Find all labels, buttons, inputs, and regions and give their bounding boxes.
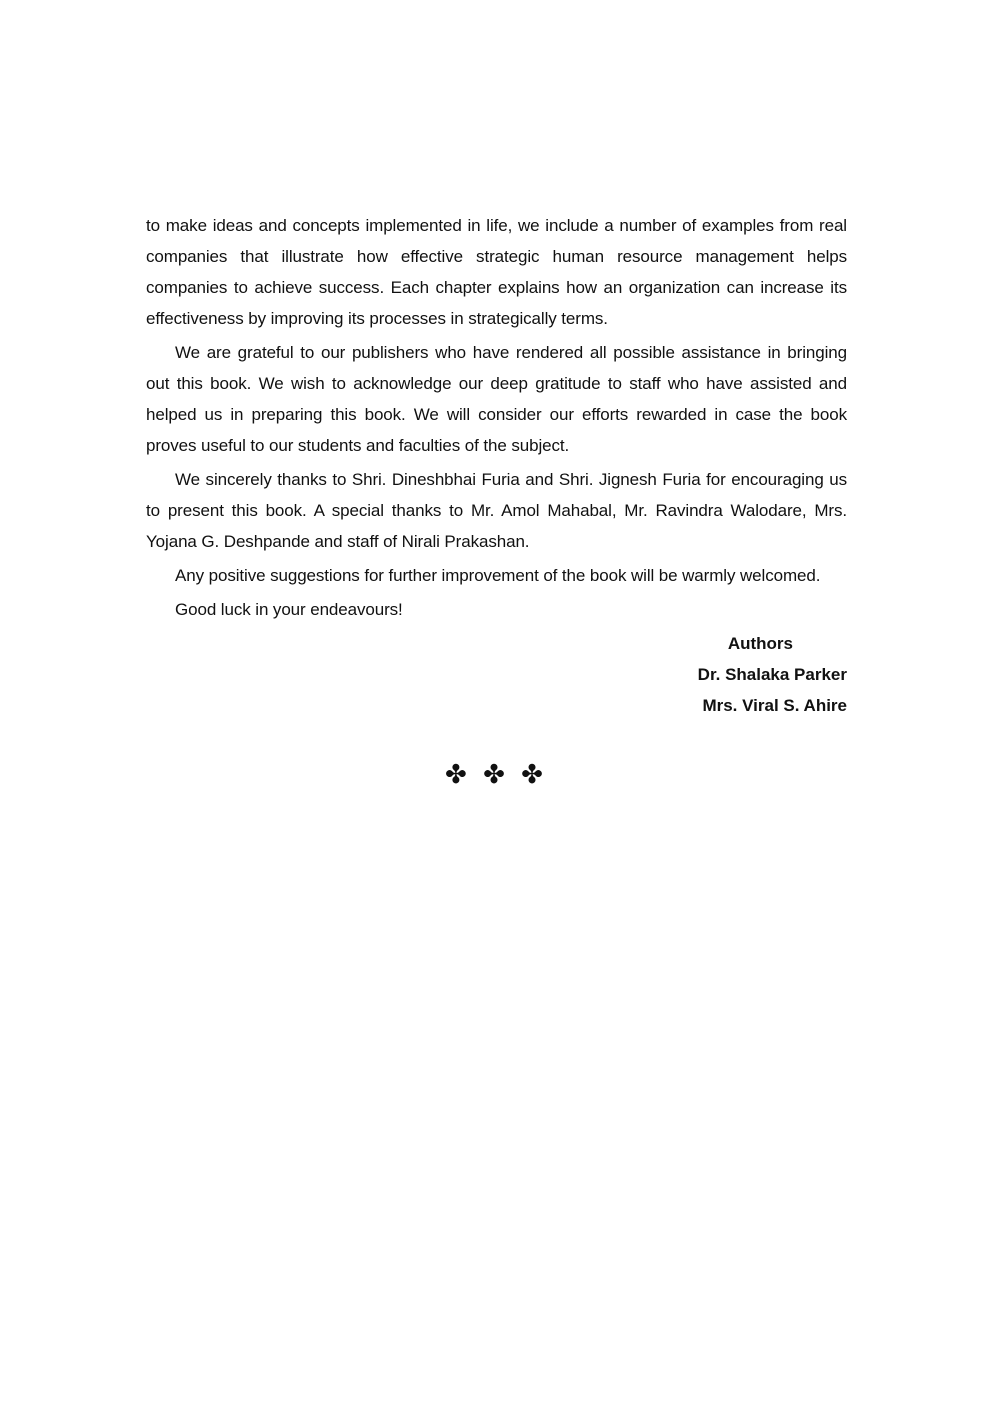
preface-paragraph: Any positive suggestions for further improvement of the book will be warmly welcomed. (175, 566, 821, 585)
section-end-ornament: ✤ ✤ ✤ (445, 760, 547, 790)
signature-block (146, 628, 847, 721)
preface-paragraph: to make ideas and concepts implemented in life, we include a number of examples from real companies that illustrate how effective strategic human resource management helps companies to achieve success. Each chapter explains how an organization can increase its effectiveness by improving its processes in strategically terms. (146, 216, 847, 328)
preface-paragraph: We sincerely thanks to Shri. Dineshbhai Furia and Shri. Jignesh Furia for encouraging us to present this book. A special thanks to Mr. Amol Mahabal, Mr. Ravindra Walodare, Mrs. Yojana G. Deshpande and staff of Nirali Prakashan. (146, 470, 847, 551)
author-name: Dr. Shalaka Parker (697, 665, 847, 684)
preface-paragraph: Good luck in your endeavours! (175, 600, 403, 619)
preface-body (146, 210, 847, 721)
authors-heading: Authors (727, 634, 793, 653)
preface-paragraph: We are grateful to our publishers who have rendered all possible assistance in bringing out this book. We wish to acknowledge our deep gratitude to staff who have assisted and helped us in preparing this book. We will consider our efforts rewarded in case the book proves useful to our students and faculties of the subject. (146, 343, 847, 455)
author-name: Mrs. Viral S. Ahire (702, 696, 847, 715)
